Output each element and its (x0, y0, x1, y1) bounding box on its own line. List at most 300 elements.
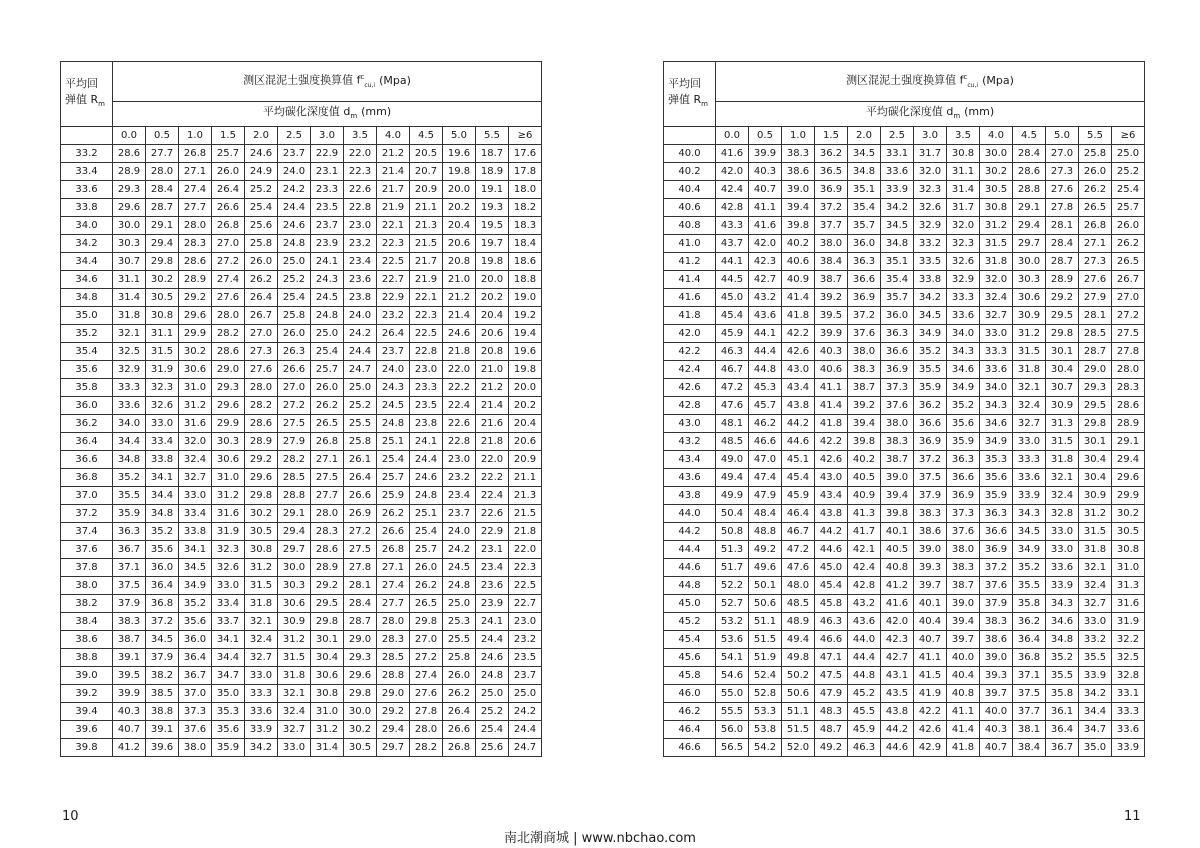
rebound-value-header (664, 62, 716, 127)
strength-value-cell: 27.2 (410, 649, 443, 667)
strength-value-cell: 25.2 (278, 271, 311, 289)
strength-value-cell: 34.8 (1046, 631, 1079, 649)
strength-value-cell: 26.8 (212, 217, 245, 235)
strength-value-cell: 34.2 (881, 199, 914, 217)
strength-title: 测区混泥土强度换算值 f (846, 73, 964, 87)
rebound-value-cell: 46.6 (664, 739, 716, 757)
rebound-value-header (61, 62, 113, 127)
rebound-value-cell: 46.0 (664, 685, 716, 703)
strength-value-cell: 26.2 (410, 577, 443, 595)
strength-value-cell: 32.3 (146, 379, 179, 397)
strength-value-cell: 21.2 (443, 289, 476, 307)
strength-value-cell: 34.3 (1046, 595, 1079, 613)
table-row (664, 487, 1145, 505)
strength-value-cell: 32.3 (212, 541, 245, 559)
strength-value-cell: 24.7 (509, 739, 542, 757)
strength-value-cell: 26.0 (1079, 163, 1112, 181)
strength-value-cell: 27.0 (1046, 145, 1079, 163)
table-row (664, 433, 1145, 451)
strength-value-cell: 36.6 (914, 415, 947, 433)
strength-value-cell: 53.8 (749, 721, 782, 739)
strength-value-cell: 41.5 (914, 667, 947, 685)
strength-value-cell: 25.1 (377, 433, 410, 451)
strength-value-cell: 22.8 (410, 343, 443, 361)
strength-value-cell: 51.3 (716, 541, 749, 559)
strength-value-cell: 23.1 (476, 541, 509, 559)
strength-value-cell: 23.4 (476, 559, 509, 577)
rebound-value-cell: 41.8 (664, 307, 716, 325)
strength-value-cell: 40.3 (113, 703, 146, 721)
strength-value-cell: 40.7 (749, 181, 782, 199)
strength-value-cell: 28.1 (344, 577, 377, 595)
strength-value-cell: 35.7 (881, 289, 914, 307)
strength-value-cell: 26.4 (377, 325, 410, 343)
strength-value-cell: 19.6 (509, 343, 542, 361)
strength-value-cell: 35.4 (881, 271, 914, 289)
strength-value-cell: 32.4 (245, 631, 278, 649)
strength-value-cell: 27.5 (1112, 325, 1145, 343)
strength-value-cell: 31.9 (212, 523, 245, 541)
strength-value-cell: 30.0 (113, 217, 146, 235)
strength-value-cell: 44.1 (749, 325, 782, 343)
strength-value-cell: 39.5 (113, 667, 146, 685)
strength-value-cell: 26.2 (1079, 181, 1112, 199)
strength-value-cell: 29.8 (344, 685, 377, 703)
strength-value-cell: 40.7 (113, 721, 146, 739)
strength-value-cell: 30.6 (311, 667, 344, 685)
strength-value-cell: 26.5 (1112, 253, 1145, 271)
strength-value-cell: 36.0 (146, 559, 179, 577)
strength-value-cell: 49.4 (716, 469, 749, 487)
strength-value-cell: 56.0 (716, 721, 749, 739)
rebound-value-cell: 34.2 (61, 235, 113, 253)
strength-value-cell: 36.9 (947, 487, 980, 505)
depth-column-header: 1.0 (782, 127, 815, 145)
strength-value-cell: 25.0 (311, 325, 344, 343)
depth-label: 平均碳化深度值 d (865, 104, 954, 118)
strength-value-cell: 28.6 (311, 541, 344, 559)
table-row (61, 595, 542, 613)
strength-value-cell: 23.7 (443, 505, 476, 523)
strength-value-cell: 39.1 (113, 649, 146, 667)
strength-value-cell: 31.5 (980, 235, 1013, 253)
strength-value-cell: 32.7 (1013, 415, 1046, 433)
strength-value-cell: 38.5 (146, 685, 179, 703)
strength-value-cell: 28.7 (1046, 253, 1079, 271)
table-row (664, 451, 1145, 469)
strength-value-cell: 29.0 (377, 685, 410, 703)
strength-value-cell: 35.5 (1013, 577, 1046, 595)
strength-value-cell: 48.3 (815, 703, 848, 721)
rebound-value-cell: 40.4 (664, 181, 716, 199)
table-row (664, 181, 1145, 199)
strength-value-cell: 28.2 (212, 325, 245, 343)
strength-value-cell: 36.6 (881, 343, 914, 361)
rebound-value-cell: 36.8 (61, 469, 113, 487)
strength-value-cell: 19.8 (476, 253, 509, 271)
strength-value-cell: 33.9 (245, 721, 278, 739)
strength-value-cell: 28.0 (179, 217, 212, 235)
strength-value-cell: 39.0 (881, 469, 914, 487)
rebound-value-cell: 38.8 (61, 649, 113, 667)
strength-value-cell: 35.2 (1046, 649, 1079, 667)
strength-value-cell: 36.7 (179, 667, 212, 685)
table-row (664, 307, 1145, 325)
strength-value-cell: 31.9 (146, 361, 179, 379)
strength-value-cell: 27.2 (344, 523, 377, 541)
strength-value-cell: 35.6 (212, 721, 245, 739)
table-row (664, 613, 1145, 631)
strength-value-cell: 25.8 (245, 235, 278, 253)
depth-column-header: 3.0 (914, 127, 947, 145)
strength-value-cell: 30.8 (245, 541, 278, 559)
strength-value-cell: 35.2 (947, 397, 980, 415)
strength-value-cell: 43.2 (848, 595, 881, 613)
strength-value-cell: 34.0 (113, 415, 146, 433)
rebound-value-cell: 44.6 (664, 559, 716, 577)
strength-value-cell: 31.8 (1046, 451, 1079, 469)
strength-value-cell: 40.6 (782, 253, 815, 271)
strength-value-cell: 31.4 (947, 181, 980, 199)
strength-value-cell: 23.3 (410, 379, 443, 397)
strength-value-cell: 29.1 (1013, 199, 1046, 217)
strength-value-cell: 27.8 (410, 703, 443, 721)
strength-value-cell: 24.2 (278, 181, 311, 199)
strength-value-cell: 44.8 (848, 667, 881, 685)
strength-value-cell: 27.4 (377, 577, 410, 595)
strength-value-cell: 35.2 (914, 343, 947, 361)
strength-value-cell: 31.8 (980, 253, 1013, 271)
strength-value-cell: 22.3 (509, 559, 542, 577)
strength-value-cell: 37.2 (848, 307, 881, 325)
strength-value-cell: 25.0 (1112, 145, 1145, 163)
strength-value-cell: 38.3 (947, 559, 980, 577)
strength-value-cell: 32.7 (179, 469, 212, 487)
strength-value-cell: 37.6 (947, 523, 980, 541)
table-row (664, 523, 1145, 541)
strength-value-cell: 30.2 (245, 505, 278, 523)
strength-value-cell: 35.1 (848, 181, 881, 199)
strength-value-cell: 25.2 (476, 703, 509, 721)
strength-value-cell: 29.8 (1079, 415, 1112, 433)
strength-value-cell: 40.7 (980, 739, 1013, 757)
strength-value-cell: 43.1 (881, 667, 914, 685)
strength-value-cell: 33.4 (212, 595, 245, 613)
strength-value-cell: 28.9 (1112, 415, 1145, 433)
strength-value-cell: 23.6 (476, 577, 509, 595)
strength-value-cell: 31.0 (212, 469, 245, 487)
strength-value-cell: 22.0 (344, 145, 377, 163)
strength-value-cell: 21.8 (509, 523, 542, 541)
strength-value-cell: 29.3 (1079, 379, 1112, 397)
strength-value-cell: 25.2 (344, 397, 377, 415)
strength-value-cell: 32.6 (212, 559, 245, 577)
strength-value-cell: 43.5 (881, 685, 914, 703)
strength-value-cell: 26.6 (443, 721, 476, 739)
strength-value-cell: 30.8 (980, 199, 1013, 217)
depth-column-header: 0.5 (146, 127, 179, 145)
strength-value-cell: 41.2 (881, 577, 914, 595)
table-row (61, 685, 542, 703)
table-row (61, 487, 542, 505)
strength-value-cell: 34.3 (980, 397, 1013, 415)
strength-value-cell: 20.6 (443, 235, 476, 253)
strength-value-cell: 44.2 (782, 415, 815, 433)
strength-value-cell: 31.5 (1013, 343, 1046, 361)
strength-value-cell: 30.2 (146, 271, 179, 289)
strength-value-cell: 20.9 (410, 181, 443, 199)
table-row (61, 217, 542, 235)
strength-value-cell: 30.2 (179, 343, 212, 361)
strength-value-cell: 45.7 (749, 397, 782, 415)
strength-value-cell: 26.7 (245, 307, 278, 325)
rebound-value-cell: 36.0 (61, 397, 113, 415)
strength-unit: (Mpa) (982, 73, 1014, 87)
strength-value-cell: 37.9 (146, 649, 179, 667)
strength-value-cell: 28.1 (1046, 217, 1079, 235)
strength-value-cell: 30.2 (1112, 505, 1145, 523)
strength-value-cell: 48.0 (782, 577, 815, 595)
strength-value-cell: 31.2 (179, 397, 212, 415)
strength-value-cell: 17.6 (509, 145, 542, 163)
strength-value-cell: 21.8 (476, 433, 509, 451)
strength-value-cell: 30.6 (212, 451, 245, 469)
strength-value-cell: 24.5 (311, 289, 344, 307)
strength-value-cell: 29.2 (245, 451, 278, 469)
strength-value-cell: 35.7 (848, 217, 881, 235)
strength-value-cell: 47.9 (815, 685, 848, 703)
strength-value-cell: 21.3 (509, 487, 542, 505)
strength-value-cell: 32.6 (914, 199, 947, 217)
strength-value-cell: 48.7 (815, 721, 848, 739)
table-row (61, 343, 542, 361)
strength-value-cell: 29.3 (344, 649, 377, 667)
depth-column-header: 3.5 (344, 127, 377, 145)
strength-value-cell: 52.7 (716, 595, 749, 613)
strength-value-cell: 38.7 (848, 379, 881, 397)
strength-value-cell: 24.8 (311, 307, 344, 325)
rebound-label-line1: 平均回 (65, 76, 98, 90)
strength-value-cell: 34.9 (947, 379, 980, 397)
strength-value-cell: 44.6 (782, 433, 815, 451)
strength-value-cell: 31.6 (1112, 595, 1145, 613)
strength-value-cell: 36.9 (980, 541, 1013, 559)
strength-value-cell: 37.7 (815, 217, 848, 235)
strength-value-cell: 31.5 (245, 577, 278, 595)
strength-value-cell: 18.3 (509, 217, 542, 235)
strength-value-cell: 21.2 (377, 145, 410, 163)
strength-value-cell: 32.1 (278, 685, 311, 703)
strength-value-cell: 29.8 (146, 253, 179, 271)
strength-value-cell: 23.5 (311, 199, 344, 217)
strength-value-cell: 42.0 (716, 163, 749, 181)
rebound-value-cell: 37.0 (61, 487, 113, 505)
strength-value-cell: 28.3 (311, 523, 344, 541)
strength-value-cell: 30.5 (980, 181, 1013, 199)
strength-value-cell: 30.5 (146, 289, 179, 307)
strength-value-cell: 20.2 (476, 289, 509, 307)
strength-value-cell: 33.0 (1046, 523, 1079, 541)
strength-value-cell: 41.6 (716, 145, 749, 163)
strength-value-cell: 54.6 (716, 667, 749, 685)
strength-value-cell: 21.6 (476, 415, 509, 433)
strength-value-cell: 43.0 (782, 361, 815, 379)
depth-column-header: 5.0 (1046, 127, 1079, 145)
strength-value-cell: 30.0 (278, 559, 311, 577)
strength-value-cell: 42.7 (749, 271, 782, 289)
rebound-value-cell: 42.2 (664, 343, 716, 361)
strength-value-cell: 32.6 (947, 253, 980, 271)
strength-value-cell: 23.2 (443, 469, 476, 487)
strength-value-cell: 22.1 (410, 289, 443, 307)
strength-value-cell: 36.6 (848, 271, 881, 289)
strength-value-cell: 20.4 (509, 415, 542, 433)
strength-value-cell: 34.6 (980, 415, 1013, 433)
strength-value-cell: 24.6 (245, 145, 278, 163)
strength-value-cell: 40.4 (947, 667, 980, 685)
strength-value-cell: 20.6 (476, 325, 509, 343)
depth-label: 平均碳化深度值 d (262, 104, 351, 118)
strength-value-cell: 27.3 (245, 343, 278, 361)
strength-value-cell: 26.2 (1112, 235, 1145, 253)
strength-value-cell: 24.0 (278, 163, 311, 181)
strength-value-cell: 36.9 (815, 181, 848, 199)
strength-value-cell: 32.8 (1112, 667, 1145, 685)
strength-value-cell: 46.3 (815, 613, 848, 631)
strength-value-cell: 28.9 (311, 559, 344, 577)
strength-value-cell: 28.6 (1112, 397, 1145, 415)
table-row (61, 577, 542, 595)
strength-value-cell: 26.0 (311, 379, 344, 397)
strength-value-cell: 24.8 (377, 415, 410, 433)
strength-value-cell: 48.8 (749, 523, 782, 541)
strength-value-cell: 37.6 (980, 577, 1013, 595)
rebound-value-cell: 45.4 (664, 631, 716, 649)
strength-value-cell: 33.0 (146, 415, 179, 433)
strength-value-cell: 30.4 (1079, 469, 1112, 487)
strength-value-cell: 22.8 (344, 199, 377, 217)
strength-value-cell: 25.2 (1112, 163, 1145, 181)
strength-value-cell: 32.4 (980, 289, 1013, 307)
strength-value-cell: 32.7 (1079, 595, 1112, 613)
strength-value-cell: 20.0 (443, 181, 476, 199)
strength-value-cell: 31.7 (947, 199, 980, 217)
table-row (664, 379, 1145, 397)
table-row (664, 595, 1145, 613)
strength-value-cell: 40.0 (947, 649, 980, 667)
strength-value-cell: 22.6 (344, 181, 377, 199)
strength-value-cell: 28.8 (1013, 181, 1046, 199)
rebound-value-cell: 40.0 (664, 145, 716, 163)
strength-value-cell: 39.7 (980, 685, 1013, 703)
strength-value-cell: 29.8 (311, 613, 344, 631)
strength-value-cell: 29.7 (377, 739, 410, 757)
strength-value-cell: 31.8 (1079, 541, 1112, 559)
strength-value-cell: 24.0 (377, 361, 410, 379)
strength-value-cell: 34.8 (881, 235, 914, 253)
depth-column-header: 1.0 (179, 127, 212, 145)
strength-value-cell: 40.4 (914, 613, 947, 631)
strength-value-cell: 40.3 (980, 721, 1013, 739)
strength-value-cell: 25.5 (344, 415, 377, 433)
page-number-left: 10 (62, 809, 79, 824)
strength-value-cell: 41.9 (914, 685, 947, 703)
strength-value-cell: 48.4 (749, 505, 782, 523)
rebound-value-cell: 33.2 (61, 145, 113, 163)
strength-value-cell: 42.2 (914, 703, 947, 721)
strength-value-cell: 19.7 (476, 235, 509, 253)
strength-value-cell: 50.8 (716, 523, 749, 541)
strength-value-cell: 28.0 (410, 721, 443, 739)
strength-value-cell: 41.1 (947, 703, 980, 721)
strength-value-cell: 36.0 (179, 631, 212, 649)
rebound-value-cell: 34.4 (61, 253, 113, 271)
rebound-value-cell: 40.2 (664, 163, 716, 181)
strength-value-cell: 33.9 (1079, 667, 1112, 685)
strength-value-cell: 28.7 (146, 199, 179, 217)
strength-value-cell: 26.2 (377, 505, 410, 523)
strength-value-cell: 23.8 (344, 289, 377, 307)
strength-value-cell: 33.3 (1013, 451, 1046, 469)
strength-value-cell: 30.5 (344, 739, 377, 757)
strength-value-cell: 24.2 (443, 541, 476, 559)
strength-value-cell: 20.7 (410, 163, 443, 181)
strength-value-cell: 33.6 (947, 307, 980, 325)
strength-value-cell: 39.6 (146, 739, 179, 757)
strength-value-cell: 41.8 (947, 739, 980, 757)
strength-value-cell: 33.6 (113, 397, 146, 415)
strength-value-cell: 35.2 (113, 469, 146, 487)
strength-value-cell: 37.1 (1013, 667, 1046, 685)
strength-value-cell: 26.0 (443, 667, 476, 685)
strength-value-cell: 23.7 (377, 343, 410, 361)
strength-value-cell: 22.6 (476, 505, 509, 523)
strength-value-cell: 33.0 (212, 577, 245, 595)
strength-value-cell: 49.0 (716, 451, 749, 469)
depth-label-sub: m (953, 112, 961, 121)
strength-value-cell: 24.5 (443, 559, 476, 577)
strength-value-cell: 27.6 (245, 361, 278, 379)
strength-value-cell: 22.0 (509, 541, 542, 559)
strength-value-cell: 51.1 (782, 703, 815, 721)
strength-value-cell: 37.6 (179, 721, 212, 739)
strength-value-cell: 25.8 (278, 307, 311, 325)
strength-value-cell: 32.5 (1112, 649, 1145, 667)
strength-value-cell: 24.6 (443, 325, 476, 343)
strength-value-cell: 28.6 (212, 343, 245, 361)
strength-value-cell: 34.0 (980, 379, 1013, 397)
rebound-value-cell: 44.8 (664, 577, 716, 595)
strength-value-cell: 37.2 (914, 451, 947, 469)
depth-column-header: 4.0 (980, 127, 1013, 145)
rebound-value-cell: 37.2 (61, 505, 113, 523)
strength-value-cell: 43.0 (815, 469, 848, 487)
strength-value-cell: 33.3 (1112, 703, 1145, 721)
strength-value-cell: 37.6 (881, 397, 914, 415)
strength-value-cell: 45.0 (815, 559, 848, 577)
strength-value-cell: 37.6 (848, 325, 881, 343)
table-row (664, 145, 1145, 163)
strength-value-cell: 28.7 (1079, 343, 1112, 361)
strength-value-cell: 29.9 (179, 325, 212, 343)
strength-value-cell: 54.2 (749, 739, 782, 757)
strength-table-left (60, 61, 542, 757)
strength-value-cell: 43.2 (749, 289, 782, 307)
strength-value-cell: 42.0 (749, 235, 782, 253)
depth-column-header: 0.0 (113, 127, 146, 145)
strength-value-cell: 37.2 (815, 199, 848, 217)
strength-value-cell: 26.0 (1112, 217, 1145, 235)
